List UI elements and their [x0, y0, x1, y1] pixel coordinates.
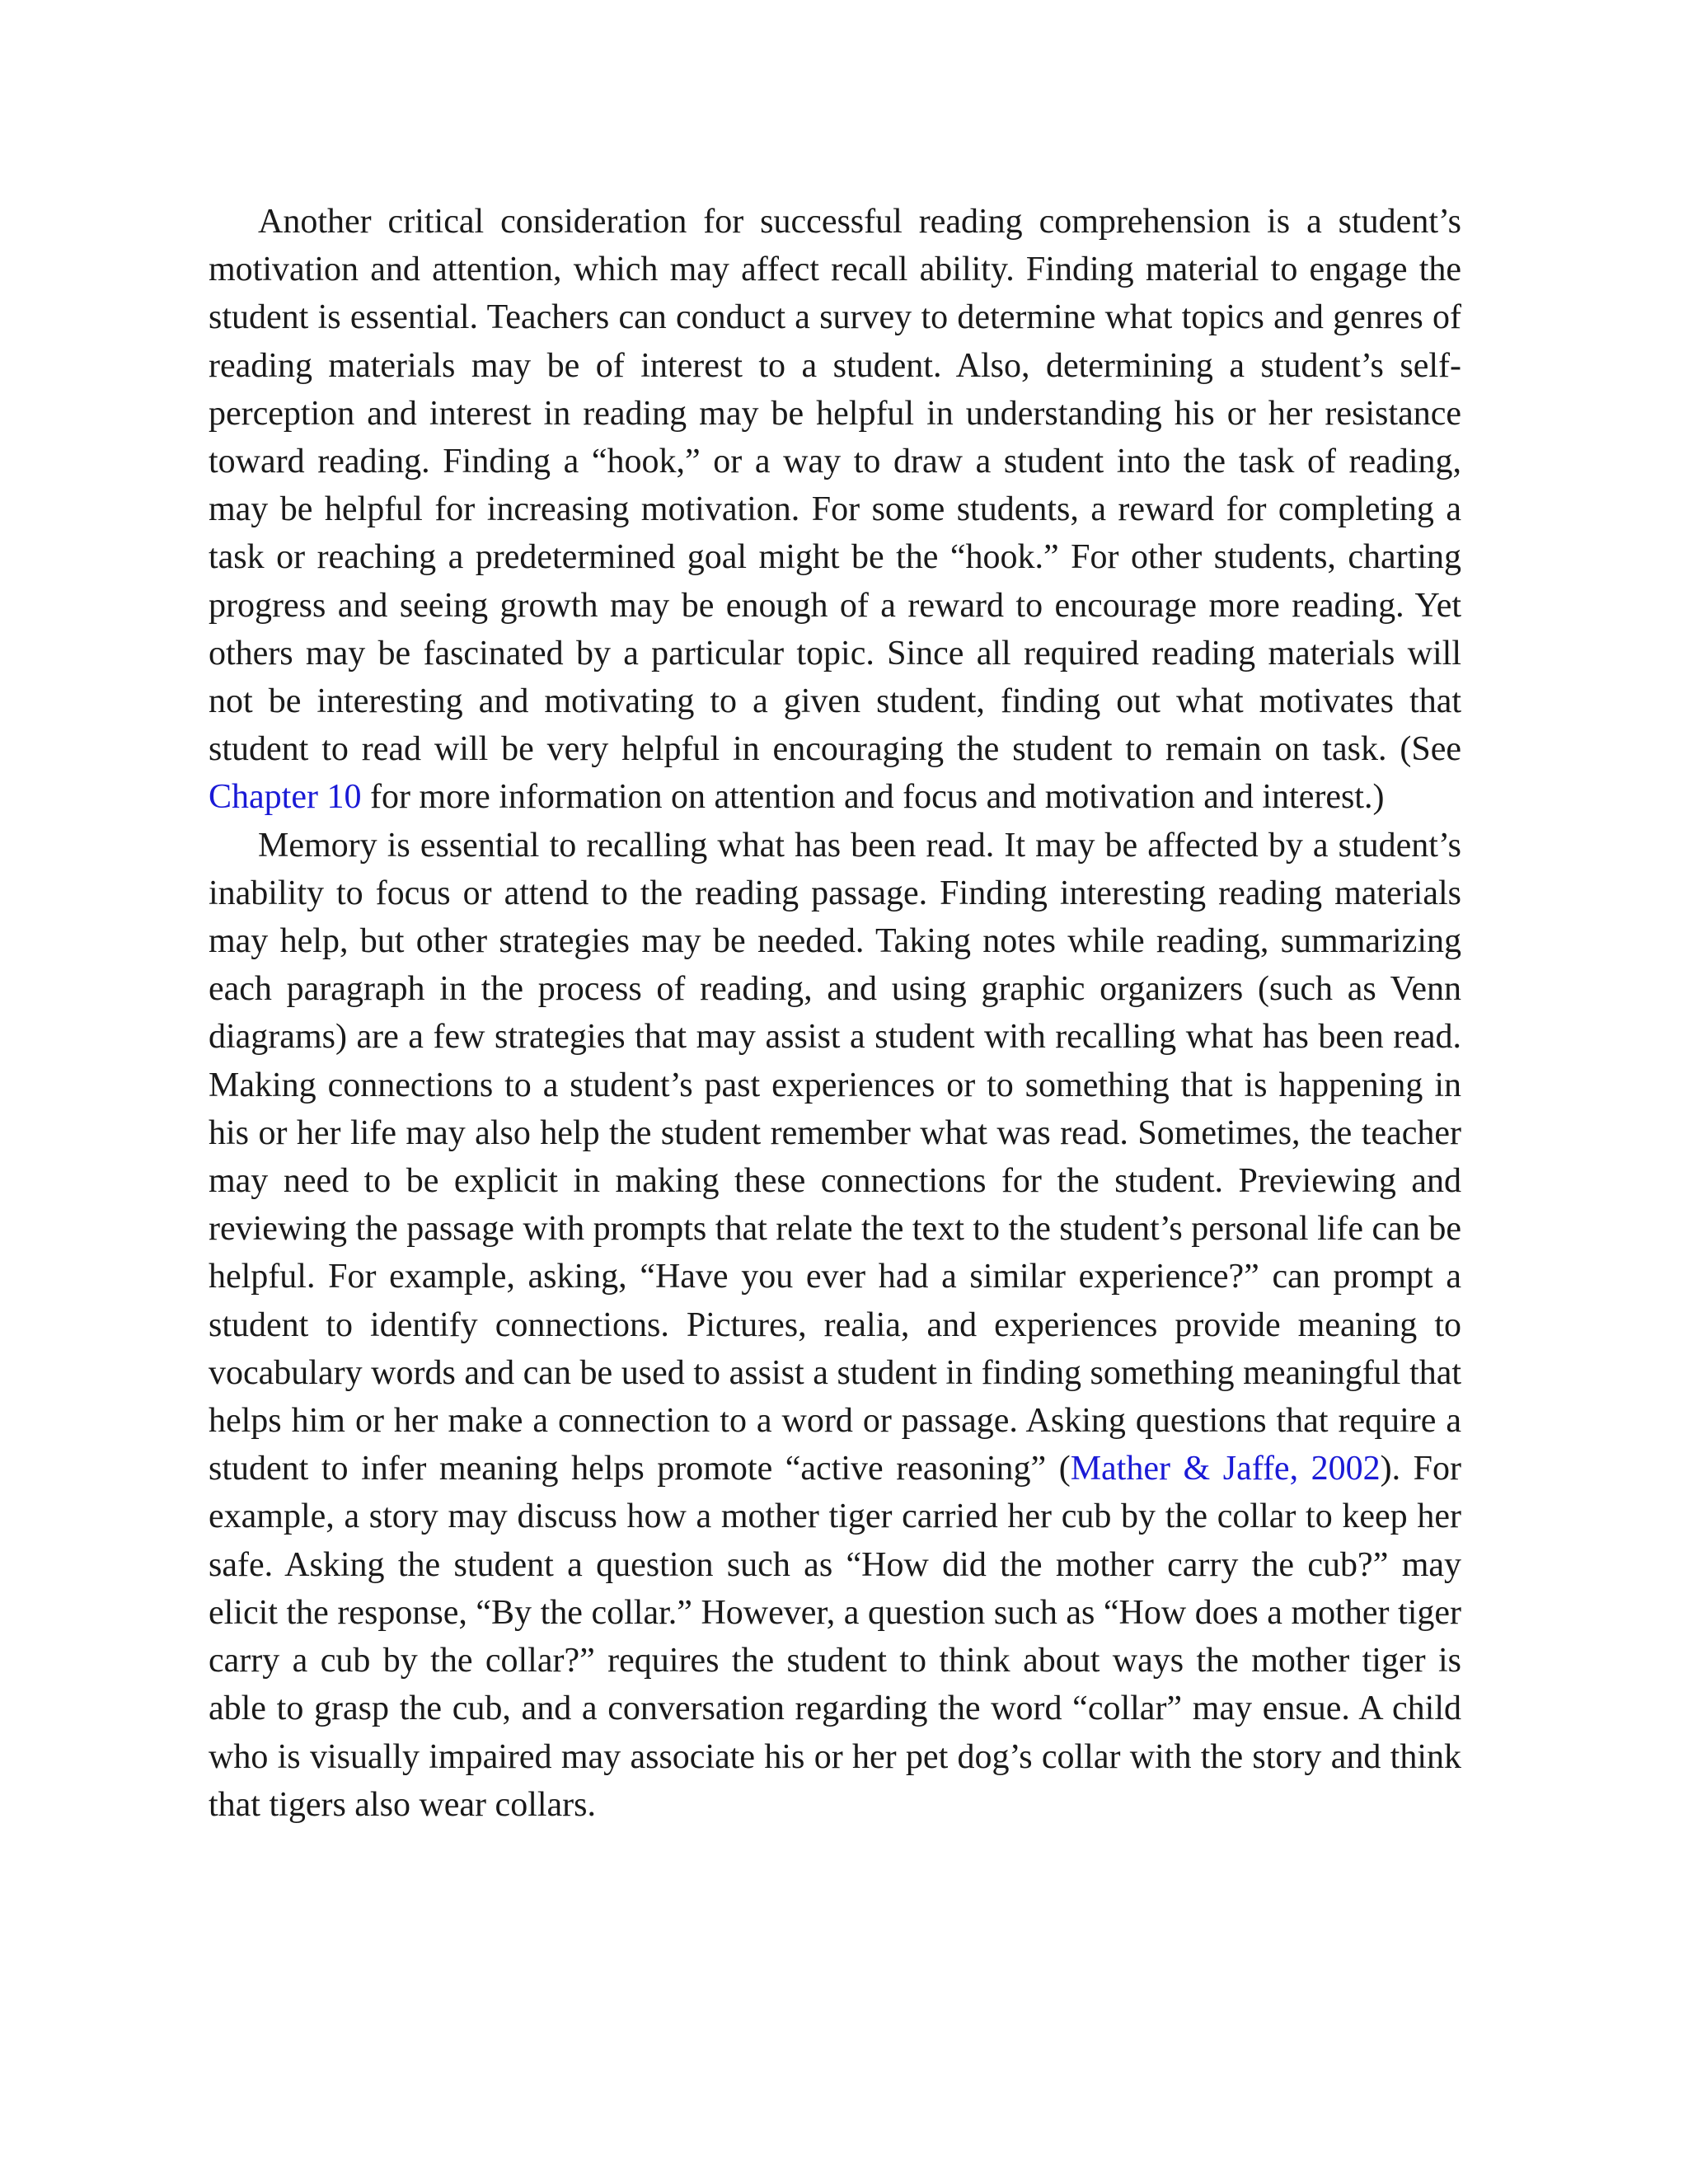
paragraph-text: Memory is essential to recalling what has been read. It may be affected by a student’s inability to focus or attend to the reading passage. Finding interesting reading materials may help, but other strategies may be needed. Taking notes while reading, summarizing each paragraph in the process of reading, and using graphic organizers (such as Venn diagrams) are a few strategies that may assist a student with recalling what has been read. Making connections to a student’s past experiences or to something that is happening in his or her life may also help the student remember what was read. Sometimes, the teacher may need to be explicit in making these connections for the student. Previewing and reviewing the passage with prompts that relate the text to the student’s personal life can be helpful. For example, asking, “Have you ever had a similar experience?” can prompt a student to identify connections. Pictures, realia, and experiences provide meaning to vocabulary words and can be used to assist a student in finding something meaningful that helps him or her make a connection to a word or passage. Asking questions that require a student to infer meaning helps promote “active reasoning” (	[209, 826, 1461, 1488]
chapter-10-link[interactable]: Chapter 10	[209, 778, 362, 817]
mather-jaffe-citation-link[interactable]: Mather & Jaffe, 2002	[1070, 1450, 1381, 1488]
paragraph-motivation	[209, 198, 1461, 822]
paragraph-text: Another critical consideration for successful reading comprehension is a student’s motivation and attention, which may affect recall ability. Finding material to engage the student is essential. Teachers can conduct a survey to determine what topics and genres of reading materials may be of interest to a student. Also, determining a student’s self-perception and interest in reading may be helpful in understanding his or her resistance toward reading. Finding a “hook,” or a way to draw a student into the task of reading, may be helpful for increasing motivation. For some students, a reward for completing a task or reaching a predetermined goal might be the “hook.” For other students, charting progress and seeing growth may be enough of a reward to encourage more reading. Yet others may be fascinated by a particular topic. Since all required reading materials will not be interesting and motivating to a given student, finding out what motivates that student to read will be very helpful in encouraging the student to remain on task. (See	[209, 203, 1461, 769]
document-body	[209, 198, 1461, 1829]
paragraph-memory	[209, 822, 1461, 1829]
paragraph-text: for more information on attention and focus and motivation and interest.)	[361, 778, 1385, 817]
paragraph-text: ). For example, a story may discuss how a mother tiger carried her cub by the collar to keep her safe. Asking the student a question such as “How did the mother carry the cub?” may elicit the response, “By the collar.” However, a question such as “How does a mother tiger carry a cub by the collar?” requires the student to think about ways the mother tiger is able to grasp the cub, and a conversation regarding the word “collar” may ensue. A child who is visually impaired may associate his or her pet dog’s collar with the story and think that tigers also wear collars.	[209, 1450, 1461, 1824]
